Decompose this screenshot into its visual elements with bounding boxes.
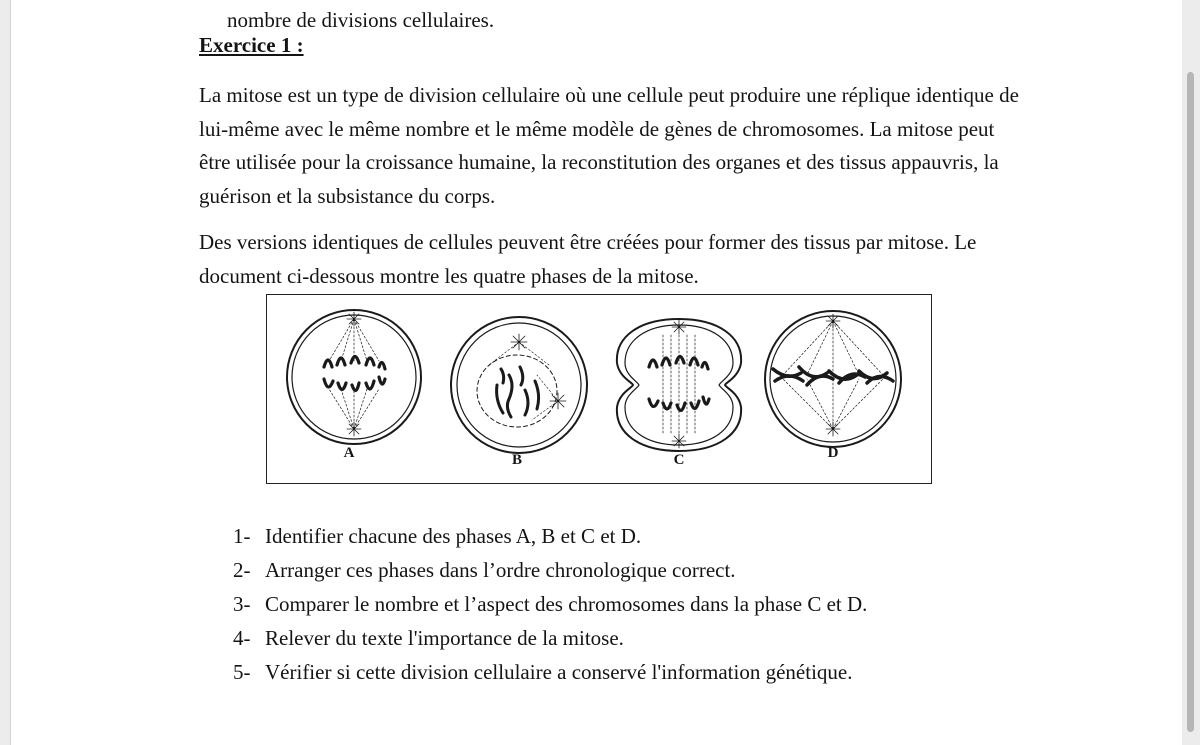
question-number: 5- bbox=[233, 659, 251, 684]
question-list bbox=[233, 520, 867, 689]
previous-text-fragment: nombre de divisions cellulaires. bbox=[227, 8, 495, 32]
scrollbar-thumb[interactable] bbox=[1187, 72, 1194, 732]
question-item bbox=[233, 621, 867, 655]
question-text: Vérifier si cette division cellulaire a conservé l'information génétique. bbox=[265, 659, 853, 684]
question-number: 4- bbox=[233, 625, 251, 650]
figure-intro-paragraph: Des versions identiques de cellules peuvent être créées pour former des tissus par mitose. Le document ci-dessous montre les quatre phases de la mitose. bbox=[199, 230, 977, 288]
question-text: Identifier chacune des phases A, B et C et D. bbox=[265, 524, 642, 549]
mitosis-phases-figure bbox=[266, 294, 932, 484]
cell-b-drawing bbox=[451, 317, 587, 453]
intro-paragraph: La mitose est un type de division cellulaire où une cellule peut produire une réplique identique de lui-même avec le même nombre et le même modèle de gènes de chromosomes. La mitose peut être utilisée pour la croissance humaine, la reconstitution des organes et des tissus appauvris, la guérison et la subsistance du corps. bbox=[199, 83, 1019, 208]
question-number: 3- bbox=[233, 591, 251, 616]
document-page bbox=[10, 0, 1184, 745]
question-item bbox=[233, 520, 867, 554]
question-number: 1- bbox=[233, 524, 251, 549]
exercise-title: Exercice 1 : bbox=[199, 33, 304, 57]
cell-label-b: B bbox=[511, 452, 523, 468]
question-text: Comparer le nombre et l’aspect des chromosomes dans la phase C et D. bbox=[265, 591, 868, 616]
cell-label-c: C bbox=[673, 452, 685, 468]
question-text: Relever du texte l'importance de la mitose. bbox=[265, 625, 624, 650]
cell-d-drawing bbox=[765, 311, 901, 447]
question-item bbox=[233, 655, 867, 689]
question-text: Arranger ces phases dans l’ordre chronologique correct. bbox=[265, 558, 736, 583]
question-item bbox=[233, 554, 867, 588]
cell-label-d: D bbox=[827, 445, 839, 461]
vertical-scrollbar[interactable] bbox=[1182, 0, 1200, 745]
cell-label-a: A bbox=[343, 445, 355, 461]
cell-c-drawing bbox=[617, 319, 741, 451]
cell-a-drawing bbox=[287, 310, 421, 444]
question-item bbox=[233, 588, 867, 622]
question-number: 2- bbox=[233, 558, 251, 583]
